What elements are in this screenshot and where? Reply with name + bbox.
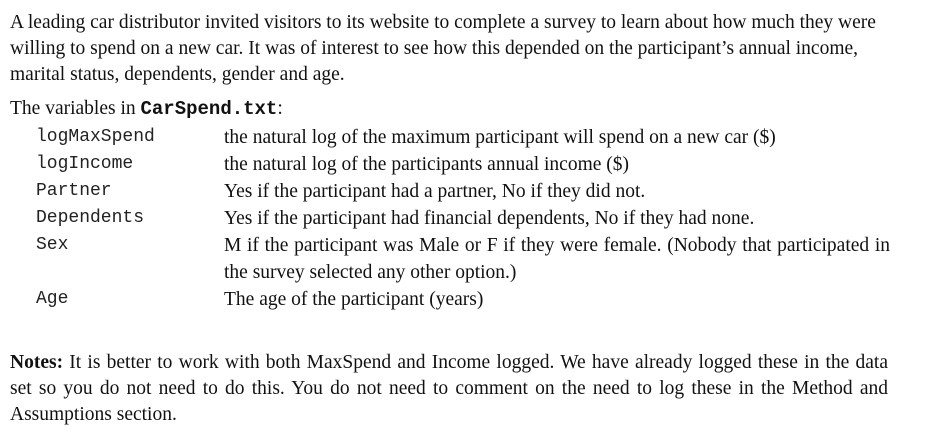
variables-filename: CarSpend.txt	[140, 98, 278, 120]
variable-row	[10, 178, 890, 205]
intro-paragraph: A leading car distributor invited visitors to its website to complete a survey to learn about how much they were willing to spend on a new car. It was of interest to see how this depended on the participant’s annual income, marital status, dependents, gender and age.	[10, 12, 876, 85]
variable-description: The age of the participant (years)	[224, 289, 484, 310]
notes-paragraph	[10, 350, 888, 428]
variable-name: logIncome	[36, 154, 134, 174]
variable-name: Partner	[36, 181, 112, 201]
notes-label: Notes:	[10, 352, 64, 373]
variable-description: the natural log of the maximum participant will spend on a new car ($)	[224, 127, 776, 148]
variable-description: Yes if the participant had financial dependents, No if they had none.	[224, 208, 755, 229]
variable-row	[10, 286, 890, 313]
variable-row	[10, 124, 890, 151]
variable-description: the natural log of the participants annual income ($)	[224, 154, 630, 175]
variables-table	[10, 124, 890, 313]
variable-row	[10, 205, 890, 232]
variable-name: Age	[36, 289, 69, 309]
variable-row	[10, 232, 890, 286]
variables-heading	[10, 96, 890, 122]
variables-heading-prefix: The variables in	[10, 98, 141, 119]
variable-description: Yes if the participant had a partner, No if they did not.	[224, 181, 646, 202]
variable-description: M if the participant was Male or F if they were female. (Nobody that participated in the survey selected any other option.)	[224, 235, 890, 283]
variable-name: Sex	[36, 235, 69, 255]
document-page	[10, 10, 890, 313]
variable-name: logMaxSpend	[36, 127, 155, 147]
notes-text: It is better to work with both MaxSpend and Income logged. We have already logged these in the data set so you do not need to do this. You do not need to comment on the need to log these in the Method and Assumptions section.	[10, 352, 888, 425]
variables-heading-suffix: :	[277, 98, 283, 119]
variable-name: Dependents	[36, 208, 145, 228]
variable-row	[10, 151, 890, 178]
